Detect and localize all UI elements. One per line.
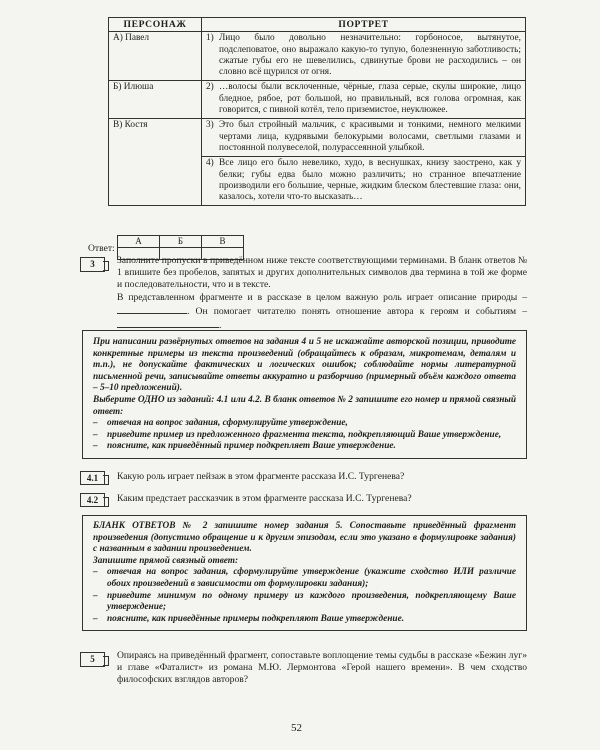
task-4-1-question: Какую роль играет пейзаж в этом фрагменте рассказа И.С. Тургенева?	[117, 471, 405, 482]
task-3-fill-text: В представленном фрагменте и в рассказе в целом важную роль играет описание природы – . Он помогает читателю понять отношение автора к героям и событиям – .	[117, 291, 527, 332]
character-cell: В) Костя	[109, 119, 202, 157]
list-item: – поясните, как приведённые примеры подкрепляют Ваше утверждение.	[93, 613, 405, 624]
table-row	[109, 157, 526, 206]
table-row	[109, 32, 526, 81]
portrait-text: Лицо было довольно незначительно: горбоносое, вытянутое, подслеповатое, оно выражало какую-то тупую, болезненную заботливость; сжатые губы его не шевелились, сдвинутые брови не расходились – он словно всё щурился от огня.	[219, 33, 521, 78]
portrait-cell	[202, 81, 526, 119]
task-3-instruction: Заполните пропуски в приведённом ниже тексте соответствующими терминами. В бланк ответов № 1 впишите без пробелов, запятых и других дополнительных символов два термина в той же форме и последовательности, что и в тексте.	[117, 255, 527, 291]
character-cell-empty	[109, 157, 202, 206]
list-item: – отвечая на вопрос задания, сформулируйте утверждение (укажите сходство ИЛИ различие обоих произведений в зависимости от формулировки задания);	[93, 567, 516, 589]
list-item: – приведите минимум по одному примеру из каждого произведения, подкрепляющему Ваше утверждение;	[93, 590, 516, 613]
portrait-number: 4)	[206, 158, 214, 169]
portrait-text: Это был стройный мальчик, с красивыми и тонкими, немного мелкими чертами лица, кудрявыми белокурыми волосами, светлыми глазами и постоянной полувеселой, полурассеянной улыбкой.	[219, 120, 521, 153]
frame-1-list	[93, 418, 516, 453]
table-row	[109, 81, 526, 119]
header-character: ПЕРСОНАЖ	[109, 18, 202, 32]
portrait-text: …волосы были всклоченные, чёрные, глаза серые, скулы широкие, лицо бледное, рябое, рот большой, но правильный, вся голова огромная, как говорится, с пивной котёл, тело приземистое, неуклюжее.	[219, 82, 521, 116]
header-portrait: ПОРТРЕТ	[202, 18, 526, 32]
answer-column-v: В	[202, 236, 244, 248]
matching-table	[108, 17, 526, 206]
frame-1-intro: При написании развёрнутых ответов на задания 4 и 5 не искажайте авторской позиции, приводите конкретные примеры из текста произведений (обращайтесь к образам, микротемам, деталям и т.п.), не допускайте фактических и логических ошибок; соблюдайте нормы литературной письменной речи, записывайте ответы аккуратно и разборчиво (примерный объём каждого ответа – 5–10 предложений).	[93, 337, 516, 394]
frame-2-intro: БЛАНК ОТВЕТОВ № 2 запишите номер задания 5. Сопоставьте приведённый фрагмент произведения (допустимо обращение и к другим эпизодам, если это указано в формулировке задания) с названным в задании произведением.	[93, 521, 516, 555]
list-item: – приведите пример из предложенного фрагмента текста, подкрепляющий Ваше утверждение,	[93, 429, 502, 440]
blank-1[interactable]	[117, 304, 187, 314]
instruction-frame-2	[82, 515, 527, 631]
list-item: – поясните, как приведённый пример подкрепляет Ваше утверждение.	[93, 441, 396, 452]
task-3-number: 3	[80, 257, 105, 272]
answer-column-a: А	[118, 236, 160, 248]
task-5-text: Опираясь на приведённый фрагмент, сопоставьте воплощение темы судьбы в рассказе «Бежин луг» и главе «Фаталист» из романа М.Ю. Лермонтова «Герой нашего времени». В чем сходство философских взглядов авторов?	[117, 650, 527, 686]
frame-2-direct: Запишите прямой связный ответ:	[93, 555, 239, 566]
portrait-number: 3)	[206, 120, 214, 131]
portrait-cell	[202, 32, 526, 81]
character-cell: А) Павел	[109, 32, 202, 81]
list-item: – отвечая на вопрос задания, сформулируйте утверждение,	[93, 418, 348, 429]
table-header-row	[109, 18, 526, 32]
portrait-number: 1)	[206, 33, 214, 44]
task-4-2-question: Каким предстает рассказчик в этом фрагменте рассказа И.С. Тургенева?	[117, 493, 412, 504]
task-5-number: 5	[80, 652, 105, 667]
blank-2[interactable]	[117, 318, 219, 328]
portrait-cell	[202, 119, 526, 157]
portrait-number: 2)	[206, 82, 214, 93]
task-3-text	[117, 255, 527, 332]
instruction-frame-1	[82, 330, 527, 459]
frame-2-list	[93, 567, 516, 625]
task-4-1-number: 4.1	[80, 471, 105, 485]
page-number: 52	[291, 722, 302, 734]
portrait-cell	[202, 157, 526, 206]
frame-1-choose: Выберите ОДНО из заданий: 4.1 или 4.2. В бланк ответов № 2 запишите его номер и прямой связный ответ:	[93, 394, 516, 417]
portrait-text: Все лицо его было невелико, худо, в веснушках, книзу заострено, как у белки; губы едва было можно различить; но странное впечатление производили его большие, черные, жидким блеском блестевшие глаза: они, казалось, хотели что-то высказать…	[219, 158, 521, 203]
answer-column-b: Б	[160, 236, 202, 248]
table-row	[109, 119, 526, 157]
character-cell: Б) Илюша	[109, 81, 202, 119]
task-4-2-number: 4.2	[80, 493, 105, 507]
answer-label: Ответ:	[88, 243, 115, 254]
